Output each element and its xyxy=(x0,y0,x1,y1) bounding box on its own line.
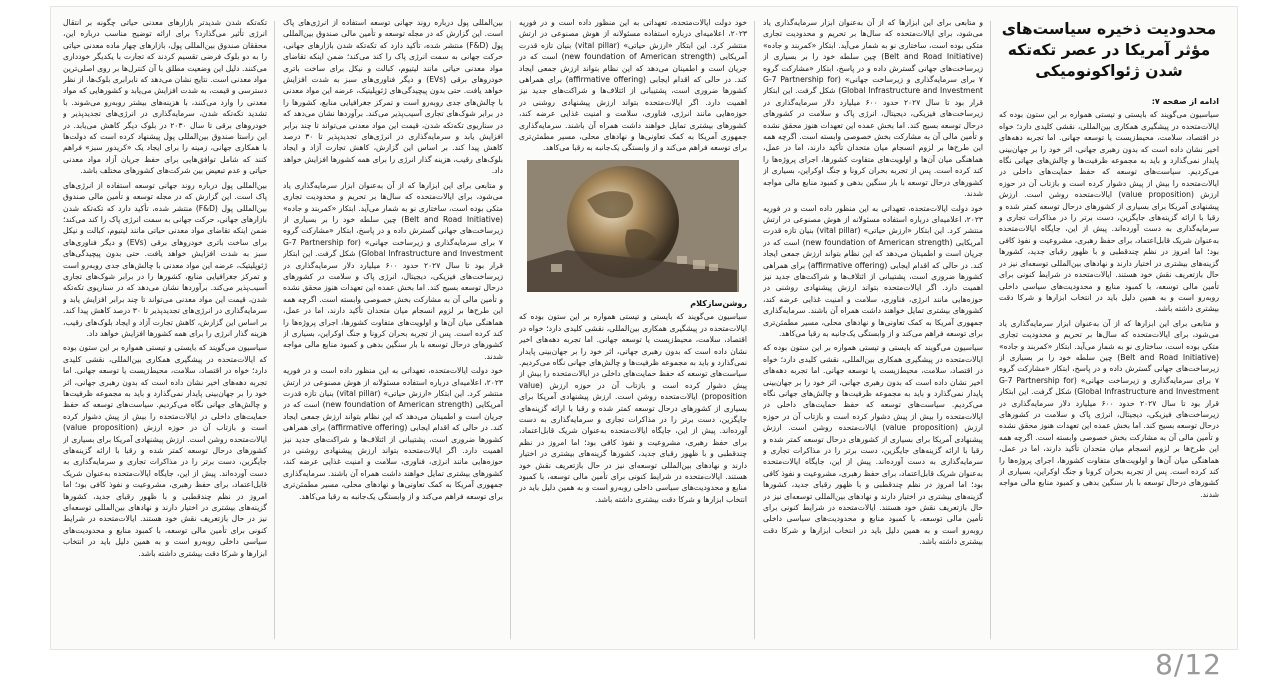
article-column-1 xyxy=(999,17,1219,641)
article-title: محدودیت ذخیره سیاست‌های مؤثر آمریکا در عصر تکه‌تکه شدن ژئواکونومیکی xyxy=(1001,20,1217,80)
globe-illustration xyxy=(527,160,739,292)
article-text: خود دولت ایالات‌متحده، تعهداتی به این منظور داده است و در فوریه ۲۰۲۳، اعلامیه‌ای درباره استفاده مسئولانه از هوش مصنوعی در ارتش منتشر کرد. این ابتکار «ارزش حیاتی» (vital pillar) بنیان تازه قدرت آمریکایی (new foundation of American strength) است که در جریان است و اطمینان می‌دهد که این نظام بتواند ارزش جمعی ایجاد کند. در حالی که اقدام ایجابی (affirmative offering) برای همراهی کشورها ضروری است، پشتیبانی از ائتلاف‌ها و شراکت‌های جدید نیز اهمیت دارد. اگر ایالات‌متحده بتواند ارزش پیشنهادی روشنی در حوزه‌هایی مانند انرژی، فناوری، سلامت و امنیت غذایی عرضه کند، کشورهای بیشتری تمایل خواهند داشت همراه آن باشند. سرمایه‌گذاری جمهوری آمریکا به کمک تعاونی‌ها و نهادهای محلی، مسیر مطمئن‌تری برای توسعه فراهم می‌کند و از وابستگی یک‌جانبه به رقبا می‌کاهد. xyxy=(763,203,983,338)
newspaper-page xyxy=(50,6,1238,650)
column-divider xyxy=(754,21,755,639)
article-column-5 xyxy=(63,17,267,641)
article-text: و متابعی برای این ابزارها که از آن به‌عنوان ابزار سرمایه‌گذاری یاد می‌شود، برای ایالات‌متحده که سال‌ها بر تحریم و محدودیت تجاری متکی بوده است، ساختاری نو به شمار می‌آید. ابتکار «کمربند و جاده» (Belt and Road Initiative) چین سلطه خود را بر بسیاری از زیرساخت‌های جهانی گسترش داده و در پاسخ، ابتکار «مشارکت گروه ۷ برای سرمایه‌گذاری و زیرساخت جهانی» (G-7 Partnership for Global Infrastructure and Investment) شکل گرفت. این ابتکار قرار بود تا سال ۲۰۲۷ حدود ۶۰۰ میلیارد دلار سرمایه‌گذاری در زیرساخت‌های فیزیکی، دیجیتال، انرژی پاک و سلامت در کشورهای درحال توسعه بسیج کند. اما بخش عمده این تعهدات هنوز محقق نشده و تأمین مالی آن به مشارکت بخش خصوصی وابسته است. اگرچه همه این طرح‌ها بر لزوم انسجام میان متحدان تأکید دارند، اما در عمل، هماهنگی میان آن‌ها و اولویت‌های متفاوت کشورها، اجرای پروژه‌ها را کند کرده است. پس از تجربه بحران کرونا و جنگ اوکراین، بسیاری از کشورهای درحال توسعه با بار سنگین بدهی و کمبود منابع مالی مواجه شدند. xyxy=(999,318,1219,499)
column-divider xyxy=(274,21,275,639)
article-text: خود دولت ایالات‌متحده، تعهداتی به این منظور داده است و در فوریه ۲۰۲۳، اعلامیه‌ای درباره استفاده مسئولانه از هوش مصنوعی در ارتش منتشر کرد. این ابتکار «ارزش حیاتی» (vital pillar) بنیان تازه قدرت آمریکایی (new foundation of American strength) است که در جریان است و اطمینان می‌دهد که این نظام بتواند ارزش جمعی ایجاد کند. در حالی که اقدام ایجابی (affirmative offering) برای همراهی کشورها ضروری است، پشتیبانی از ائتلاف‌ها و شراکت‌های جدید نیز اهمیت دارد. اگر ایالات‌متحده بتواند ارزش پیشنهادی روشنی در حوزه‌هایی مانند انرژی، فناوری، سلامت و امنیت غذایی عرضه کند، کشورهای بیشتری تمایل خواهند داشت همراه آن باشند. سرمایه‌گذاری جمهوری آمریکا به کمک تعاونی‌ها و نهادهای محلی، مسیر مطمئن‌تری برای توسعه فراهم می‌کند و از وابستگی یک‌جانبه به رقبا می‌کاهد. xyxy=(283,366,503,501)
globe-photo xyxy=(527,160,739,292)
article-text: و متابعی برای این ابزارها که از آن به‌عنوان ابزار سرمایه‌گذاری یاد می‌شود، برای ایالات‌متحده که سال‌ها بر تحریم و محدودیت تجاری متکی بوده است، ساختاری نو به شمار می‌آید. ابتکار «کمربند و جاده» (Belt and Road Initiative) چین سلطه خود را بر بسیاری از زیرساخت‌های جهانی گسترش داده و در پاسخ، ابتکار «مشارکت گروه ۷ برای سرمایه‌گذاری و زیرساخت جهانی» (G-7 Partnership for Global Infrastructure and Investment) شکل گرفت. این ابتکار قرار بود تا سال ۲۰۲۷ حدود ۶۰۰ میلیارد دلار سرمایه‌گذاری در زیرساخت‌های فیزیکی، دیجیتال، انرژی پاک و سلامت در کشورهای درحال توسعه بسیج کند. اما بخش عمده این تعهدات هنوز محقق نشده و تأمین مالی آن به مشارکت بخش خصوصی وابسته است. اگرچه همه این طرح‌ها بر لزوم انسجام میان متحدان تأکید دارند، اما در عمل، هماهنگی میان آن‌ها و اولویت‌های متفاوت کشورها، اجرای پروژه‌ها را کند کرده است. پس از تجربه بحران کرونا و جنگ اوکراین، بسیاری از کشورهای درحال توسعه با بار سنگین بدهی و کمبود منابع مالی مواجه شدند. xyxy=(283,180,503,361)
page-number: 8/12 xyxy=(1155,648,1222,681)
photo-caption-title: روشن‌سازکلام xyxy=(690,298,747,308)
article-text: سیاسیون می‌گویند که بایستی و تیستی همواره بر این ستون بوده که ایالات‌متحده در پیشگیری همکاری بین‌المللی، نقشی کلیدی دارد؛ خواه در اقتصاد، سلامت، محیط‌زیست یا توسعه جهانی. اما تجربه دهه‌های اخیر نشان داده است که بدون رهبری جهانی، اثر خود را بر جهان‌بینی پایدار نمی‌گذارد و باید به مجموعه ظرفیت‌ها و چالش‌های جهانی نگاه می‌کردیم. سیاست‌های توسعه که حفظ حمایت‌های داخلی در ایالات‌متحده را بیش از پیش دشوار کرده است و بازتاب آن در حوزه ارزش (value proposition) ایالات‌متحده روشن است. ارزش پیشنهادی آمریکا برای بسیاری از کشورهای درحال توسعه کمتر شده و رقبا با ارائه گزینه‌های جایگزین، دست برتر را در مذاکرات تجاری و سرمایه‌گذاری به دست آورده‌اند. پیش از این، جایگاه ایالات‌متحده به‌عنوان شریک قابل‌اعتماد، برای حفظ رهبری، مشروعیت و نفوذ کافی بود؛ اما امروز در نظم چندقطبی و با ظهور رقبای جدید، کشورها گزینه‌های بیشتری در اختیار دارند و نهادهای بین‌المللی توسعه‌ای نیز در حال بازتعریف نقش خود هستند. ایالات‌متحده در شرایط کنونی برای تأمین مالی توسعه، با کمبود منابع و محدودیت‌های سیاسی داخلی روبه‌رو است و به همین دلیل باید در انتخاب ابزارها و شرکا دقت بیشتری داشته باشد. xyxy=(999,110,1219,314)
column-divider xyxy=(510,21,511,639)
article-text: سیاسیون می‌گویند که بایستی و تیستی همواره بر این ستون بوده که ایالات‌متحده در پیشگیری همکاری بین‌المللی، نقشی کلیدی دارد؛ خواه در اقتصاد، سلامت، محیط‌زیست یا توسعه جهانی. اما تجربه دهه‌های اخیر نشان داده است که بدون رهبری جهانی، اثر خود را بر جهان‌بینی پایدار نمی‌گذارد و باید به مجموعه ظرفیت‌ها و چالش‌های جهانی نگاه می‌کردیم. سیاست‌های توسعه که حفظ حمایت‌های داخلی در ایالات‌متحده را بیش از پیش دشوار کرده است و بازتاب آن در حوزه ارزش (value proposition) ایالات‌متحده روشن است. ارزش پیشنهادی آمریکا برای بسیاری از کشورهای درحال توسعه کمتر شده و رقبا با ارائه گزینه‌های جایگزین، دست برتر را در مذاکرات تجاری و سرمایه‌گذاری به دست آورده‌اند. پیش از این، جایگاه ایالات‌متحده به‌عنوان شریک قابل‌اعتماد، برای حفظ رهبری، مشروعیت و نفوذ کافی بود؛ اما امروز در نظم چندقطبی و با ظهور رقبای جدید، کشورها گزینه‌های بیشتری در اختیار دارند و نهادهای بین‌المللی توسعه‌ای نیز در حال بازتعریف نقش خود هستند. ایالات‌متحده در شرایط کنونی برای تأمین مالی توسعه، با کمبود منابع و محدودیت‌های سیاسی داخلی روبه‌رو است و به همین دلیل باید در انتخاب ابزارها و شرکا دقت بیشتری داشته باشد. xyxy=(519,312,747,504)
article-column-4 xyxy=(283,17,503,641)
article-column-3 xyxy=(519,17,747,641)
column-divider xyxy=(990,21,991,639)
article-text: خود دولت ایالات‌متحده، تعهداتی به این منظور داده است و در فوریه ۲۰۲۳، اعلامیه‌ای درباره استفاده مسئولانه از هوش مصنوعی در ارتش منتشر کرد. این ابتکار «ارزش حیاتی» (vital pillar) بنیان تازه قدرت آمریکایی (new foundation of American strength) است که در جریان است و اطمینان می‌دهد که این نظام بتواند ارزش جمعی ایجاد کند. در حالی که اقدام ایجابی (affirmative offering) برای همراهی کشورها ضروری است، پشتیبانی از ائتلاف‌ها و شراکت‌های جدید نیز اهمیت دارد. اگر ایالات‌متحده بتواند ارزش پیشنهادی روشنی در حوزه‌هایی مانند انرژی، فناوری، سلامت و امنیت غذایی عرضه کند، کشورهای بیشتری تمایل خواهند داشت همراه آن باشند. سرمایه‌گذاری جمهوری آمریکا به کمک تعاونی‌ها و نهادهای محلی، مسیر مطمئن‌تری برای توسعه فراهم می‌کند و از وابستگی یک‌جانبه به رقبا می‌کاهد. xyxy=(519,18,747,153)
continued-label: ادامه از صفحه ۷: xyxy=(1151,97,1219,106)
article-text: و متابعی برای این ابزارها که از آن به‌عنوان ابزار سرمایه‌گذاری یاد می‌شود، برای ایالات‌متحده که سال‌ها بر تحریم و محدودیت تجاری متکی بوده است، ساختاری نو به شمار می‌آید. ابتکار «کمربند و جاده» (Belt and Road Initiative) چین سلطه خود را بر بسیاری از زیرساخت‌های جهانی گسترش داده و در پاسخ، ابتکار «مشارکت گروه ۷ برای سرمایه‌گذاری و زیرساخت جهانی» (G-7 Partnership for Global Infrastructure and Investment) شکل گرفت. این ابتکار قرار بود تا سال ۲۰۲۷ حدود ۶۰۰ میلیارد دلار سرمایه‌گذاری در زیرساخت‌های فیزیکی، دیجیتال، انرژی پاک و سلامت در کشورهای درحال توسعه بسیج کند. اما بخش عمده این تعهدات هنوز محقق نشده و تأمین مالی آن به مشارکت بخش خصوصی وابسته است. اگرچه همه این طرح‌ها بر لزوم انسجام میان متحدان تأکید دارند، اما در عمل، هماهنگی میان آن‌ها و اولویت‌های متفاوت کشورها، اجرای پروژه‌ها را کند کرده است. پس از تجربه بحران کرونا و جنگ اوکراین، بسیاری از کشورهای درحال توسعه با بار سنگین بدهی و کمبود منابع مالی مواجه شدند. xyxy=(763,18,983,199)
article-text: بین‌المللی پول درباره روند جهانی توسعه استفاده از انرژی‌های پاک است. این گزارش که در مجله توسعه و تأمین مالی صندوق بین‌المللی پول (F&D) منتشر شده، تأکید دارد که تکه‌تکه شدن بازارهای جهانی، حرکت جهانی به سمت انرژی پاک را کند می‌کند؛ ضمن اینکه تقاضای مواد معدنی حیاتی مانند لیتیوم، کبالت و نیکل برای ساخت باتری خودروهای برقی (EVs) و دیگر فناوری‌های سبز به شدت افزایش خواهد یافت. حتی بدون پیچیدگی‌های ژئوپلیتیک، عرضه این مواد معدنی با چالش‌های جدی روبه‌رو است و تمرکز جغرافیایی منابع، کشورها را در برابر شوک‌های تجاری آسیب‌پذیر می‌کند. برآوردها نشان می‌دهد که در سناریوی تکه‌تکه شدن، قیمت این مواد معدنی می‌تواند تا چند برابر افزایش یابد و سرمایه‌گذاری در انرژی‌های تجدیدپذیر تا ۳۰ درصد کاهش پیدا کند. بر اساس این گزارش، کاهش تجارت آزاد و ایجاد بلوک‌های رقیب، هزینه گذار انرژی را برای همه کشورها افزایش خواهد داد. xyxy=(63,180,267,338)
article-text: سیاسیون می‌گویند که بایستی و تیستی همواره بر این ستون بوده که ایالات‌متحده در پیشگیری همکاری بین‌المللی، نقشی کلیدی دارد؛ خواه در اقتصاد، سلامت، محیط‌زیست یا توسعه جهانی. اما تجربه دهه‌های اخیر نشان داده است که بدون رهبری جهانی، اثر خود را بر جهان‌بینی پایدار نمی‌گذارد و باید به مجموعه ظرفیت‌ها و چالش‌های جهانی نگاه می‌کردیم. سیاست‌های توسعه که حفظ حمایت‌های داخلی در ایالات‌متحده را بیش از پیش دشوار کرده است و بازتاب آن در حوزه ارزش (value proposition) ایالات‌متحده روشن است. ارزش پیشنهادی آمریکا برای بسیاری از کشورهای درحال توسعه کمتر شده و رقبا با ارائه گزینه‌های جایگزین، دست برتر را در مذاکرات تجاری و سرمایه‌گذاری به دست آورده‌اند. پیش از این، جایگاه ایالات‌متحده به‌عنوان شریک قابل‌اعتماد، برای حفظ رهبری، مشروعیت و نفوذ کافی بود؛ اما امروز در نظم چندقطبی و با ظهور رقبای جدید، کشورها گزینه‌های بیشتری در اختیار دارند و نهادهای بین‌المللی توسعه‌ای نیز در حال بازتعریف نقش خود هستند. ایالات‌متحده در شرایط کنونی برای تأمین مالی توسعه، با کمبود منابع و محدودیت‌های سیاسی داخلی روبه‌رو است و به همین دلیل باید در انتخاب ابزارها و شرکا دقت بیشتری داشته باشد. xyxy=(63,343,267,558)
article-text: بین‌المللی پول درباره روند جهانی توسعه استفاده از انرژی‌های پاک است. این گزارش که در مجله توسعه و تأمین مالی صندوق بین‌المللی پول (F&D) منتشر شده، تأکید دارد که تکه‌تکه شدن بازارهای جهانی، حرکت جهانی به سمت انرژی پاک را کند می‌کند؛ ضمن اینکه تقاضای مواد معدنی حیاتی مانند لیتیوم، کبالت و نیکل برای ساخت باتری خودروهای برقی (EVs) و دیگر فناوری‌های سبز به شدت افزایش خواهد یافت. حتی بدون پیچیدگی‌های ژئوپلیتیک، عرضه این مواد معدنی با چالش‌های جدی روبه‌رو است و تمرکز جغرافیایی منابع، کشورها را در برابر شوک‌های تجاری آسیب‌پذیر می‌کند. برآوردها نشان می‌دهد که در سناریوی تکه‌تکه شدن، قیمت این مواد معدنی می‌تواند تا چند برابر افزایش یابد و سرمایه‌گذاری در انرژی‌های تجدیدپذیر تا ۳۰ درصد کاهش پیدا کند. بر اساس این گزارش، کاهش تجارت آزاد و ایجاد بلوک‌های رقیب، هزینه گذار انرژی را برای همه کشورها افزایش خواهد داد. xyxy=(283,18,503,176)
article-column-2 xyxy=(763,17,983,641)
article-text: تکه‌تکه شدن شدیدتر بازارهای معدنی حیاتی چگونه بر انتقال انرژی تأثیر می‌گذارد؟ برای ارائه توضیح مناسب درباره این، محققان صندوق بین‌المللی پول، بازارهای چهار ماده معدنی حیاتی را به دو بلوک فرضی تقسیم کردند که تجارت با یکدیگر خودداری می‌کنند. دلیل این وضعیت مطلق با آن کنترل‌ها بر روی اصلی‌ترین مواد معدنی است. نتایج نشان می‌دهد که نابرابری بلوک‌ها، از نظر دسترسی و قیمت، به شدت افزایش می‌یابد و کشورهایی که مواد معدنی را وارد می‌کنند، با هزینه‌های بیشتر روبه‌رو می‌شوند. با تشدید تکه‌تکه شدن، سرمایه‌گذاری در انرژی‌های تجدیدپذیر و خودروهای برقی تا سال ۲۰۳۰ در بلوک دیگر کاهش می‌یابد. در این راستا صندوق بین‌المللی پول پیشنهاد کرده است که دولت‌ها با همکاری جهانی، زمینه را برای ایجاد یک «کریدور سبز» فراهم کنند که شامل توافق‌هایی برای حفظ جریان آزاد مواد معدنی حیاتی و عدم تبعیض بین شرکت‌های کشورهای مختلف باشد. xyxy=(63,18,267,176)
article-text: سیاسیون می‌گویند که بایستی و تیستی همواره بر این ستون بوده که ایالات‌متحده در پیشگیری همکاری بین‌المللی، نقشی کلیدی دارد؛ خواه در اقتصاد، سلامت، محیط‌زیست یا توسعه جهانی. اما تجربه دهه‌های اخیر نشان داده است که بدون رهبری جهانی، اثر خود را بر جهان‌بینی پایدار نمی‌گذارد و باید به مجموعه ظرفیت‌ها و چالش‌های جهانی نگاه می‌کردیم. سیاست‌های توسعه که حفظ حمایت‌های داخلی در ایالات‌متحده را بیش از پیش دشوار کرده است و بازتاب آن در حوزه ارزش (value proposition) ایالات‌متحده روشن است. ارزش پیشنهادی آمریکا برای بسیاری از کشورهای درحال توسعه کمتر شده و رقبا با ارائه گزینه‌های جایگزین، دست برتر را در مذاکرات تجاری و سرمایه‌گذاری به دست آورده‌اند. پیش از این، جایگاه ایالات‌متحده به‌عنوان شریک قابل‌اعتماد، برای حفظ رهبری، مشروعیت و نفوذ کافی بود؛ اما امروز در نظم چندقطبی و با ظهور رقبای جدید، کشورها گزینه‌های بیشتری در اختیار دارند و نهادهای بین‌المللی توسعه‌ای نیز در حال بازتعریف نقش خود هستند. ایالات‌متحده در شرایط کنونی برای تأمین مالی توسعه، با کمبود منابع و محدودیت‌های سیاسی داخلی روبه‌رو است و به همین دلیل باید در انتخاب ابزارها و شرکا دقت بیشتری داشته باشد. xyxy=(763,343,983,547)
